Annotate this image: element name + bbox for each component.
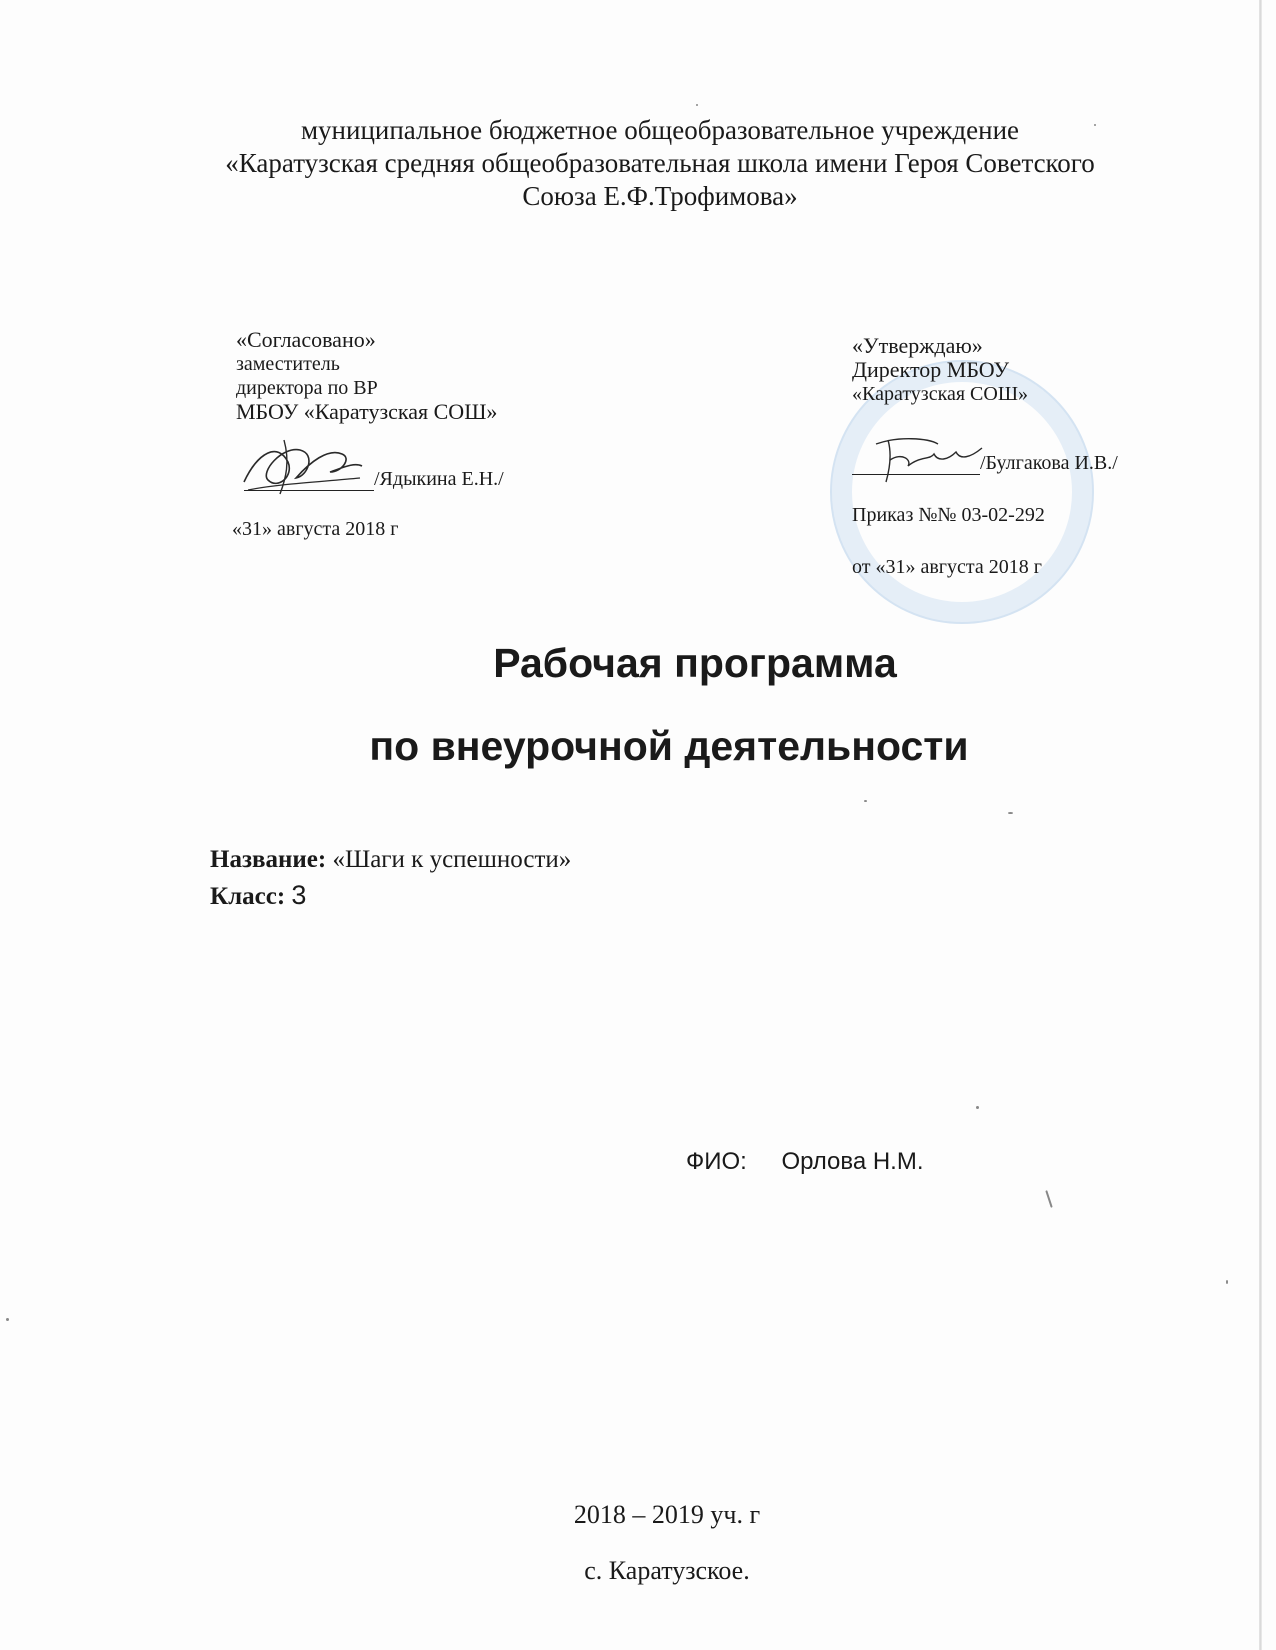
agreed-date: «31» августа 2018 г	[232, 518, 399, 540]
author-value: Орлова Н.М.	[781, 1148, 924, 1175]
document-title: Рабочая программа	[493, 640, 897, 686]
scan-speck	[1094, 124, 1096, 126]
scan-speck	[6, 1318, 9, 1321]
scan-speck	[1045, 1190, 1052, 1208]
approved-signer: /Булгакова И.В./	[980, 452, 1118, 474]
scan-speck	[1226, 1280, 1228, 1284]
agreed-signer: /Ядыкина Е.Н./	[374, 468, 504, 490]
approved-heading: «Утверждаю»	[852, 333, 983, 358]
header-line-2: «Каратузская средняя общеобразовательная школа имени Героя Советского	[225, 148, 1095, 178]
header-line-3: Союза Е.Ф.Трофимова»	[522, 181, 798, 211]
approved-org: «Каратузская СОШ»	[852, 383, 1029, 405]
header-line-1: муниципальное бюджетное общеобразовательное учреждение	[300, 115, 1020, 145]
academic-years: 2018 – 2019 уч. г	[573, 1500, 761, 1529]
approved-order: Приказ №№ 03-02-292	[852, 504, 1045, 526]
class-label: Класс:	[210, 883, 286, 910]
institution-header	[180, 114, 1140, 213]
scan-speck	[976, 1106, 979, 1109]
program-name-field	[210, 846, 571, 874]
place-name: с. Каратузское.	[584, 1556, 750, 1585]
class-value: 3	[291, 880, 307, 910]
agreed-signature	[238, 432, 368, 496]
approved-block	[852, 334, 1172, 406]
agreed-org: МБОУ «Каратузская СОШ»	[236, 399, 498, 424]
agreed-heading: «Согласовано»	[236, 327, 376, 352]
scan-speck	[864, 800, 867, 802]
class-field	[210, 880, 306, 911]
program-name-label: Название:	[210, 846, 327, 873]
agreed-block	[236, 328, 596, 424]
agreed-role-1: заместитель	[236, 353, 340, 375]
agreed-role-2: директора по ВР	[236, 377, 378, 399]
document-subtitle: по внеурочной деятельности	[369, 723, 969, 769]
approved-signature	[868, 430, 988, 486]
program-name-value: «Шаги к успешности»	[332, 846, 572, 873]
approved-role: Директор МБОУ	[852, 357, 1010, 382]
scan-speck	[1008, 812, 1013, 814]
scan-speck	[696, 104, 698, 106]
author-field	[686, 1148, 924, 1176]
approved-date: от «31» августа 2018 г	[852, 556, 1042, 578]
page-edge-shadow	[1259, 0, 1262, 1650]
author-label: ФИО:	[686, 1148, 747, 1175]
